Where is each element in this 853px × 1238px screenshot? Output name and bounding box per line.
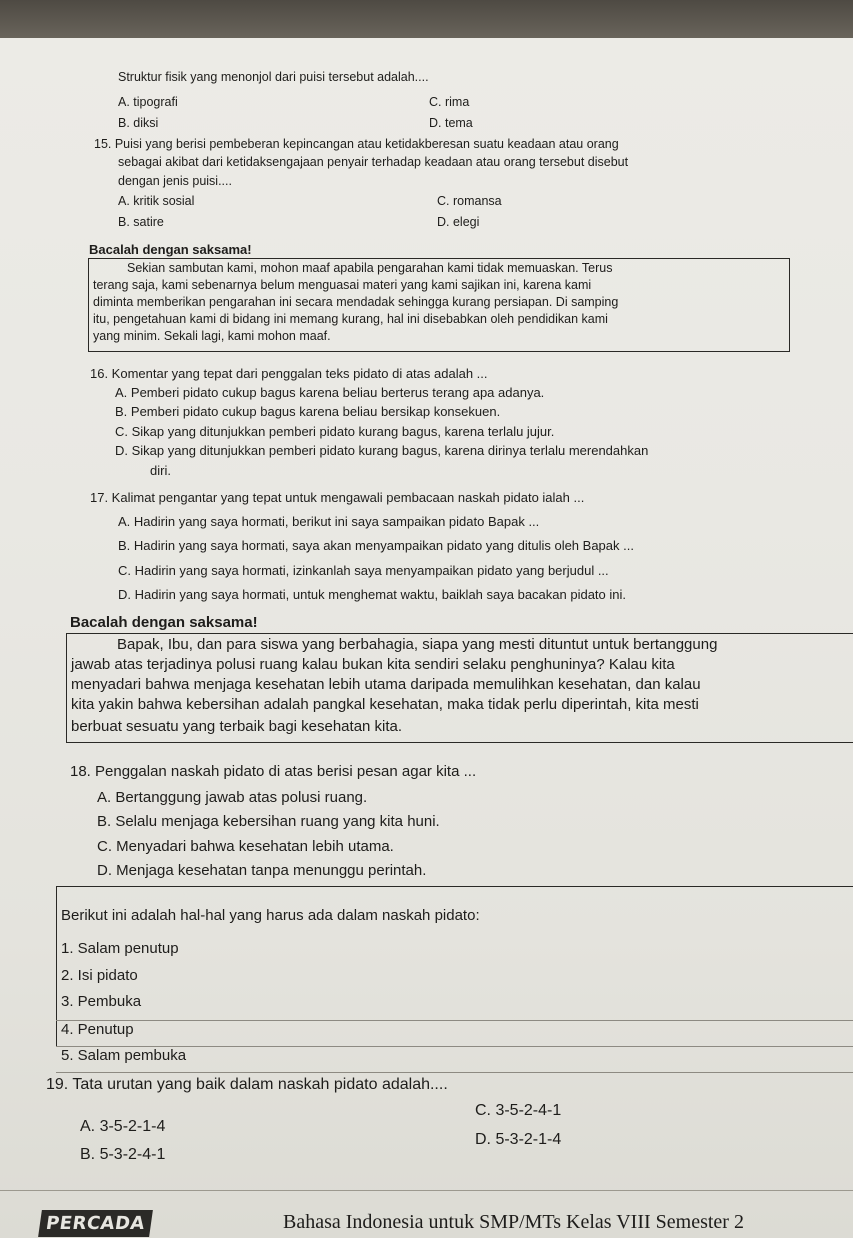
q17-option-b: B. Hadirin yang saya hormati, saya akan menyampaikan pidato yang ditulis oleh Bapak ... [118,538,634,553]
q19-option-a: A. 3-5-2-1-4 [80,1118,166,1135]
reading1-line: Sekian sambutan kami, mohon maaf apabila pengarahan kami tidak memuaskan. Terus [127,261,613,275]
q17-option-c: C. Hadirin yang saya hormati, izinkanlah saya menyampaikan pidato yang berjudul ... [118,563,609,578]
q18-option-c: C. Menyadari bahwa kesehatan lebih utama. [97,838,394,855]
q16-option-b: B. Pemberi pidato cukup bagus karena beliau bersikap konsekuen. [115,404,501,419]
q19-option-b: B. 5-3-2-4-1 [80,1146,166,1163]
page-top-edge [0,0,853,40]
reading2-line: menyadari bahwa menjaga kesehatan lebih utama daripada memulihkan kesehatan, dan kalau [71,676,701,693]
list-row-rule [56,1020,853,1021]
reading2-line: berbuat sesuatu yang terbaik bagi kesehatan kita. [71,718,403,735]
list-item: 2. Isi pidato [61,967,138,984]
q18-option-b: B. Selalu menjaga kebersihan ruang yang kita huni. [97,813,440,830]
q15-option-c: C. romansa [437,194,502,208]
q17-option-a: A. Hadirin yang saya hormati, berikut ini saya sampaikan pidato Bapak ... [118,514,540,529]
list-item: 3. Pembuka [61,993,142,1010]
reading1-line: diminta memberikan pengarahan ini secara mendadak sehingga kurang persiapan. Di samping [93,295,619,309]
footer-book-title: Bahasa Indonesia untuk SMP/MTs Kelas VIII Semester 2 [283,1211,744,1233]
reading2-line: jawab atas terjadinya polusi ruang kalau bukan kita sendiri selaku penghuninya? Kalau kita [71,656,675,673]
q15-option-b: B. satire [118,215,164,229]
pidato-parts-box [56,886,853,1064]
q15-option-a: A. kritik sosial [118,194,195,208]
q17-option-d: D. Hadirin yang saya hormati, untuk menghemat waktu, baiklah saya bacakan pidato ini. [118,587,627,602]
list-item: 5. Salam pembuka [61,1047,187,1064]
q15-stem-line3: dengan jenis puisi.... [118,174,232,188]
reading1-heading: Bacalah dengan saksama! [89,242,252,257]
reading2-passage-box [66,633,853,743]
q14-option-a: A. tipografi [118,95,178,109]
reading2-line: kita yakin bahwa kebersihan adalah pangkal kesehatan, maka tidak perlu diperintah, kita mesti [71,696,699,713]
q18-option-d: D. Menjaga kesehatan tanpa menunggu perintah. [97,862,427,879]
q15-stem-line2: sebagai akibat dari ketidaksengajaan penyair terhadap keadaan atau orang tersebut disebut [118,155,629,169]
list-bottom-rule [56,1072,853,1073]
q14-stem: Struktur fisik yang menonjol dari puisi tersebut adalah.... [118,70,429,84]
reading1-line: itu, pengetahuan kami di bidang ini memang kurang, hal ini disebabkan oleh pendidikan kami [93,312,608,326]
q15-stem-line1: 15. Puisi yang berisi pembeberan kepincangan atau ketidakberesan suatu keadaan atau orang [94,137,619,151]
reading1-line: terang saja, kami sebenarnya belum menguasai materi yang kami sajikan ini, karena kami [93,278,592,292]
q14-option-b: B. diksi [118,116,159,130]
footer-rule [0,1190,853,1191]
list-row-rule [56,1046,853,1047]
list-heading: Berikut ini adalah hal-hal yang harus ada dalam naskah pidato: [61,907,480,924]
reading1-passage-box [88,258,790,352]
q16-stem: 16. Komentar yang tepat dari penggalan teks pidato di atas adalah ... [90,366,488,381]
q19-stem: 19. Tata urutan yang baik dalam naskah pidato adalah.... [46,1076,448,1093]
q14-option-c: C. rima [429,95,470,109]
q18-stem: 18. Penggalan naskah pidato di atas berisi pesan agar kita ... [70,763,477,780]
publisher-logo: PERCADA [38,1210,153,1237]
q14-option-d: D. tema [429,116,473,130]
q17-stem: 17. Kalimat pengantar yang tepat untuk mengawali pembacaan naskah pidato ialah ... [90,490,585,505]
q19-option-d: D. 5-3-2-1-4 [475,1131,562,1148]
list-item: 1. Salam penutup [61,940,179,957]
q19-option-c: C. 3-5-2-4-1 [475,1102,562,1119]
list-item: 4. Penutup [61,1021,134,1038]
reading1-line: yang minim. Sekali lagi, kami mohon maaf. [93,329,331,343]
q16-option-a: A. Pemberi pidato cukup bagus karena beliau berterus terang apa adanya. [115,385,545,400]
q15-option-d: D. elegi [437,215,480,229]
reading2-heading: Bacalah dengan saksama! [70,614,258,631]
q16-option-c: C. Sikap yang ditunjukkan pemberi pidato kurang bagus, karena terlalu jujur. [115,424,555,439]
reading2-line: Bapak, Ibu, dan para siswa yang berbahagia, siapa yang mesti dituntut untuk bertanggung [117,636,718,653]
q16-option-d-line2: diri. [150,463,171,478]
q18-option-a: A. Bertanggung jawab atas polusi ruang. [97,789,368,806]
q16-option-d-line1: D. Sikap yang ditunjukkan pemberi pidato kurang bagus, karena dirinya terlalu merendahkan [115,443,649,458]
